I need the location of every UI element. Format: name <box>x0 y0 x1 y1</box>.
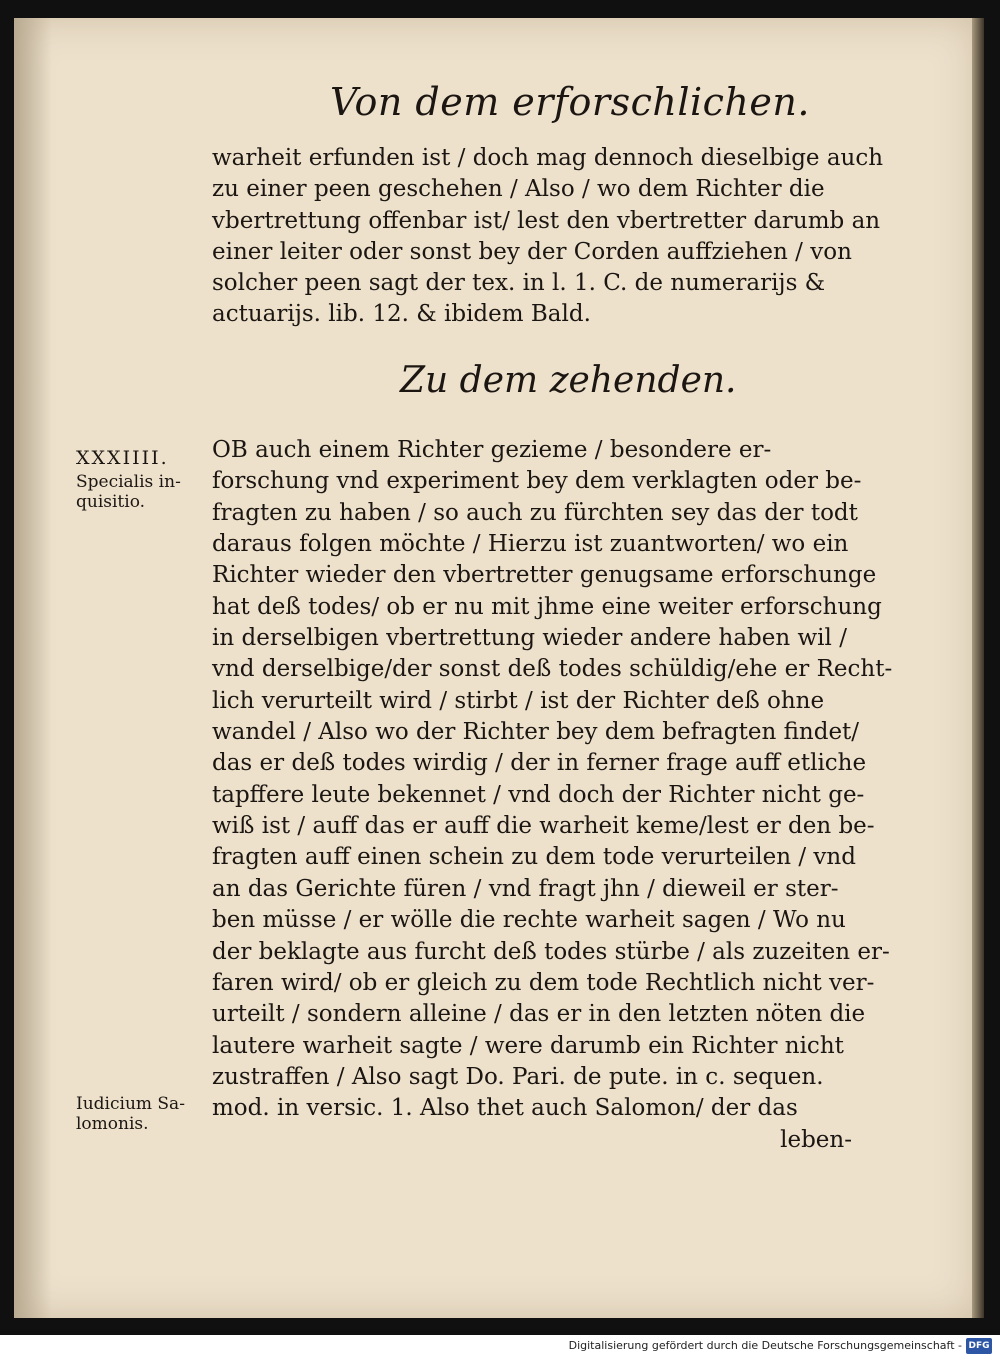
margin-note-line: quisitio. <box>76 492 146 512</box>
paragraph-1 <box>212 143 884 331</box>
funding-credit: Digitalisierung gefördert durch die Deutsche Forschungsgemeinschaft - <box>568 1339 962 1352</box>
text-line: daraus folgen möchte / Hierzu ist zuantworten/ wo ein <box>212 531 849 558</box>
page-gutter <box>14 18 52 1318</box>
text-line: actuarijs. lib. 12. & ibidem Bald. <box>212 301 591 328</box>
text-line: lich verurteilt wird / stirbt / ist der Richter deß ohne <box>212 687 825 714</box>
text-line: an das Gerichte füren / vnd fragt jhn / dieweil er ster- <box>212 875 839 902</box>
margin-note-iudicium <box>76 1094 206 1134</box>
margin-note-line: Iudicium Sa- <box>76 1094 185 1114</box>
margin-note-line: Specialis in- <box>76 472 181 492</box>
text-line: vnd derselbige/der sonst deß todes schüldig/ehe er Recht- <box>212 656 893 683</box>
catchword: leben- <box>780 1126 852 1153</box>
text-line: OB auch einem Richter gezieme / besondere er- <box>212 437 772 463</box>
text-line: lautere warheit sagte / were darumb ein Richter nicht <box>212 1032 844 1059</box>
text-line: warheit erfunden ist / doch mag dennoch dieselbige auch <box>212 145 884 171</box>
text-line: vbertrettung offenbar ist/ lest den vbertretter darumb an <box>212 207 881 234</box>
text-line: wandel / Also wo der Richter bey dem befragten findet/ <box>212 719 860 746</box>
text-line: tapffere leute bekennet / vnd doch der Richter nicht ge- <box>212 781 865 808</box>
text-line: hat deß todes/ ob er nu mit jhme eine weiter erforschung <box>212 593 882 620</box>
page-edge <box>972 18 984 1318</box>
text-line: der beklagte aus furcht deß todes stürbe / als zuzeiten er- <box>212 938 890 965</box>
text-line: forschung vnd experiment bey dem verklagten oder be- <box>212 468 862 495</box>
footer-bar <box>0 1335 1000 1358</box>
text-line: einer leiter oder sonst bey der Corden auffziehen / von <box>212 238 852 265</box>
text-line: zustraffen / Also sagt Do. Pari. de pute. in c. sequen. <box>212 1063 824 1090</box>
text-line: ben müsse / er wölle die rechte warheit sagen / Wo nu <box>212 907 846 934</box>
text-line: zu einer peen geschehen / Also / wo dem Richter die <box>212 176 825 203</box>
margin-number: XXXIIII. <box>76 447 169 469</box>
margin-note-line: lomonis. <box>76 1114 149 1134</box>
text-line: Richter wieder den vbertretter genugsame erforschunge <box>212 562 877 589</box>
text-line: solcher peen sagt der tex. in l. 1. C. de numerarijs & <box>212 270 826 297</box>
running-head: Von dem erforschlichen. <box>330 80 810 124</box>
text-line: fragten auff einen schein zu dem tode verurteilen / vnd <box>212 844 856 871</box>
text-line: fragten zu haben / so auch zu fürchten sey das der todt <box>212 499 858 526</box>
section-heading: Zu dem zehenden. <box>400 360 737 401</box>
margin-note-specialis <box>76 472 206 512</box>
text-line: in derselbigen vbertrettung wieder andere haben wil / <box>212 625 847 652</box>
text-line: wiß ist / auff das er auff die warheit keme/lest er den be- <box>212 813 875 840</box>
text-line: das er deß todes wirdig / der in ferner frage auff etliche <box>212 750 867 777</box>
text-line: urteilt / sondern alleine / das er in den letzten nöten die <box>212 1001 866 1028</box>
paragraph-2 <box>212 435 893 1156</box>
text-line: faren wird/ ob er gleich zu dem tode Rechtlich nicht ver- <box>212 969 875 996</box>
dfg-logo-icon: DFG <box>966 1338 992 1354</box>
text-line: mod. in versic. 1. Also thet auch Salomon/ der das <box>212 1095 798 1122</box>
